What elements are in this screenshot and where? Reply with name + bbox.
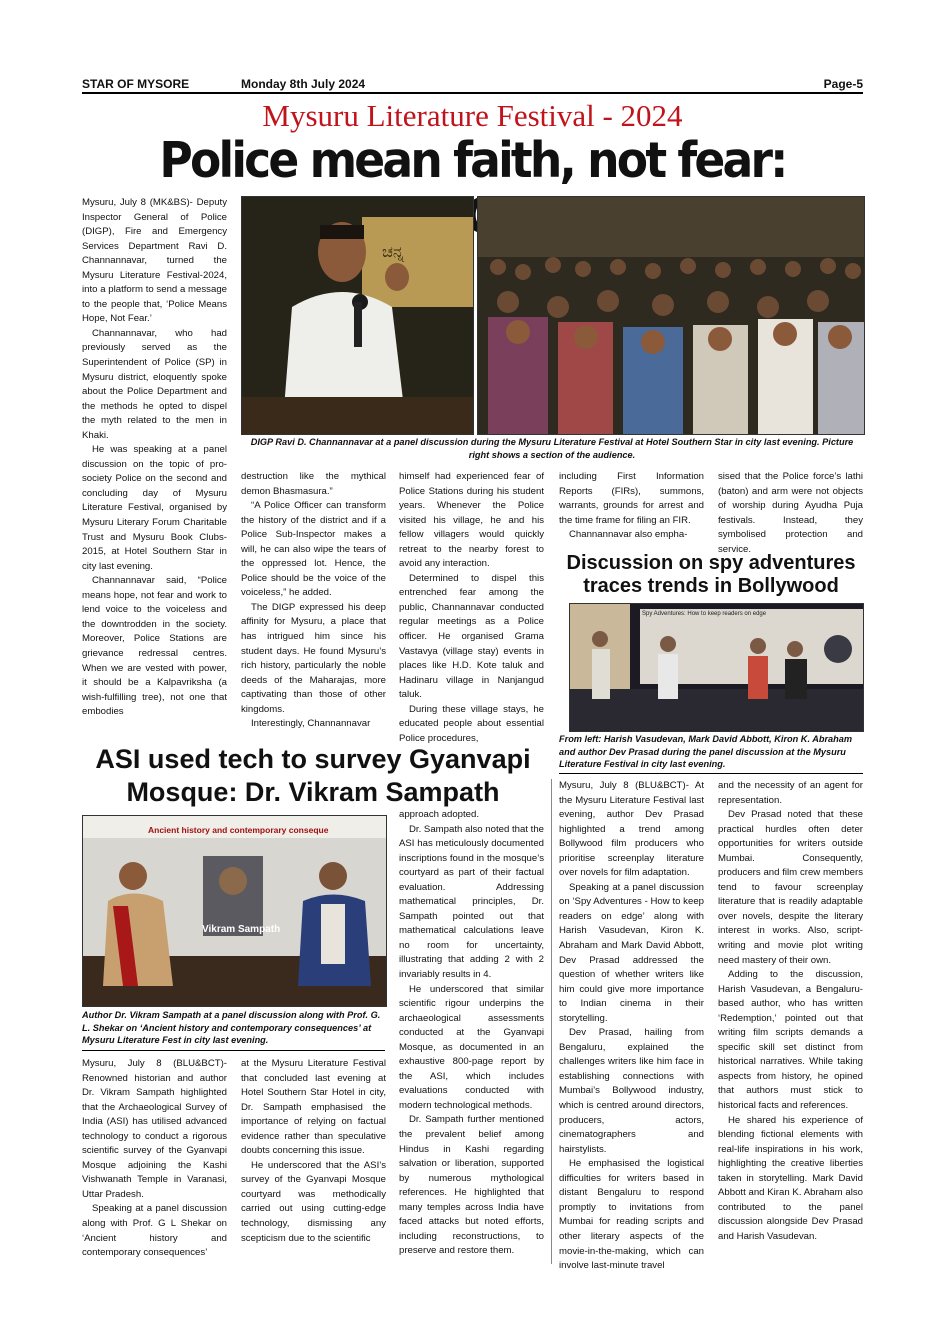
photo-vikram-sampath [82, 815, 387, 1007]
svg-text:ಚನ್ನ: ಚನ್ನ [382, 242, 404, 261]
paragraph: He underscored that the ASI’s survey of the Gyanvapi Mosque courtyard was methodically carried out using cutting-edge technology, dismissing any scepticism due to the scientific [241, 1159, 386, 1244]
paragraph: at the Mysuru Literature Festival that concluded last evening at Hotel Southern Star Hotel in city, Dr. Sampath emphasised the importance of relying on factual evidence rather than speculative doubts concerning this issue. [241, 1058, 386, 1157]
paragraph: Mysuru, July 8 (MK&BS)- Deputy Inspector General of Police (DIGP), Fire and Emergency Services Department Ravi D. Channannavar, turned the Mysuru Literature Festival-2024, into a platform to send a message to the people that, ‘Police Means Hope, Not Fear.’ [82, 197, 227, 325]
masthead-paper-name: STAR OF MYSORE [82, 77, 190, 91]
spy-panel-photo-illustration [570, 604, 863, 731]
paragraph: Determined to dispel this entrenched fear among the public, Channannavar conducted regular meetings as a Police officer. He organised Grama Vastavya (village stay) events in places like H.D. Kote taluk and Hadinaru village in Nanjangud taluk. [399, 572, 544, 701]
paragraph: destruction like the mythical demon Bhasmasura.” [241, 471, 386, 497]
masthead-date: Monday 8th July 2024 [241, 77, 366, 91]
asi-headline-line-2: Mosque: Dr. Vikram Sampath [126, 777, 500, 807]
paragraph: Channannavar also empha- [569, 529, 688, 541]
paragraph: Speaking at a panel discussion on ‘Spy Adventures - How to keep readers on edge’ along with Harish Vasudevan, Kiron K. Abraham and Mark David Abbott, Dev Prasad addressed the question of whether writers like him could give more importance to Indian cinema in their storytelling. [559, 881, 704, 1024]
main-story-column-2 [241, 470, 386, 730]
paragraph: Mysuru, July 8 (BLU&BCT)- At the Mysuru Literature Festival last evening, author Dev Prasad highlighted a trend among Bollywood film producers who prioritise screenplay literature over novels for film adaptation. [559, 780, 704, 879]
paragraph: Dr. Sampath also noted that the ASI has meticulously documented inscriptions found in the mosque’s courtyard as part of their factual evaluation. Addressing mathematical principles, Dr. Sampath pointed out that mathematical calculations leave no room for uncertainty, illustrating that adding 2 with 2 invariably results in 4. [399, 823, 544, 981]
asi-photo-illustration [83, 816, 386, 1006]
asi-story-column-2 [241, 1057, 386, 1262]
main-story-column-1 [82, 196, 227, 736]
section-title: Mysuru Literature Festival - 2024 [262, 98, 683, 133]
main-story-column-5 [718, 470, 863, 555]
paragraph: including First Information Reports (FIRs), summons, warrants, grounds for arrest and the time frame for filing an FIR. [559, 471, 704, 526]
paragraph: He shared his experience of blending fictional elements with real-life inspirations in his work, highlighting the creative liberties taken in storytelling. Mark David Abbott and Kiran K. Abraham also contributed to the panel discussion alongside Dev Prasad and Harish Vasudevan. [718, 1114, 863, 1242]
paragraph: Dr. Sampath further mentioned the prevalent belief among Hindus in Kashi regarding salvation or liberation, supported by numerous mythological references. He highlighted that many temples across India have faced attacks but noted efforts, including reconstructions, to preserve and restore them. [399, 1114, 544, 1257]
paragraph: and the necessity of an agent for representation. [718, 780, 863, 806]
paragraph: himself had experienced fear of Police Stations during his student years. Whenever the Police visited his village, he and his fellow villagers would quickly retreat to the nearby forest to avoid any interaction. [399, 471, 544, 570]
paragraph: The DIGP expressed his deep affinity for Mysuru, a place that has intrigued him since his student days. He found Mysuru’s rich history, particularly the noble deeds of the Maharajas, more captivating than those of other kingdoms. [241, 601, 386, 715]
paragraph: Adding to the discussion, Harish Vasudevan, a Bengaluru-based author, who has written ‘Redemption,’ pointed out that writing film scripts demands a specific skill set distinct from historical narratives. While taking aspects from history, he opined that authors must stick to historical facts and references. [718, 969, 863, 1112]
paragraph: Channannavar said, “Police means hope, not fear and work to lend voice to the voiceless and the downtrodden in the society. Moreover, Police Stations are grievance redressal centres. When we are vested with power, it should be a Kalpavriksha (a wish-fulfilling tree), not one that embodies [82, 575, 227, 718]
paragraph: Channannavar, who had previously served as the Superintendent of Police (SP) in Mysuru district, eloquently spoke about the Police Department and the methods he opted to dispel the myth related to the men in Khaki. [82, 327, 227, 441]
asi-story-column-1 [82, 1057, 227, 1262]
masthead-page-number: Page-5 [823, 77, 863, 91]
asi-story-column-3 [399, 808, 544, 1263]
spy-story-column-1 [559, 779, 704, 1272]
paragraph: “A Police Officer can transform the history of the district and if a Police Sub-Inspector makes a will, he can also wipe the tears of the oppressed lot. Hence, the Police should be the voice of the voiceless,” he added. [241, 500, 386, 599]
paragraph: Interestingly, Channannavar [251, 718, 371, 730]
asi-headline-line-1: ASI used tech to survey Gyanvapi [95, 744, 531, 774]
photo-audience [477, 196, 865, 435]
paragraph: He was speaking at a panel discussion on the topic of pro-society Police on the second and concluding day of Mysuru Literature Festival, organised by Mysuru Literary Forum Charitable Trust and Mysuru Book Clubs-2015, at Hotel Southern Star in city last evening. [82, 444, 227, 572]
audience-photo-illustration [478, 197, 864, 434]
main-story-column-4 [559, 470, 704, 550]
main-story-column-3 [399, 470, 544, 744]
asi-photo-screen-name: Vikram Sampath [202, 924, 281, 935]
main-headline: Police mean faith, not fear: [159, 132, 786, 189]
spy-photo-banner: Spy Adventures: How to keep readers on edge [642, 611, 767, 617]
paragraph: Dev Prasad noted that these practical hurdles often deter opportunities for writers outside Mumbai. Consequently, producers and film crew members tend to favour screenplay literature that is readily adaptable over novels, despite the literary interest in works. Also, script-writing and movie plot writing need mastery of their own. [718, 809, 863, 966]
asi-photo-banner: Ancient history and contemporary conseque [148, 825, 329, 835]
photo-spy-panel [569, 603, 864, 732]
paragraph: Mysuru, July 8 (BLU&BCT)- Renowned historian and author Dr. Vikram Sampath highlighted that the Archaeological Survey of India (ASI) has utilised advanced technology to conduct a rigorous scientific survey of the Gyanvapi Mosque adjoining the Kashi Vishwanath Temple in Varanasi, Uttar Pradesh. [82, 1058, 227, 1200]
spy-story-column-2 [718, 779, 863, 1264]
asi-photo-caption: Author Dr. Vikram Sampath at a panel discussion along with Prof. G. L. Shekar on ‘Ancient history and contemporary consequences’ at Mysuru Literature Fest in city last evening. [82, 1010, 381, 1045]
paragraph: approach adopted. [399, 809, 480, 820]
asi-caption-rule [82, 1050, 385, 1051]
spy-photo-caption: From left: Harish Vasudevan, Mark David Abbott, Kiron K. Abraham and author Dev Prasad during the panel discussion at the Mysuru Literature Festival in city last evening. [559, 734, 853, 769]
paragraph: During these village stays, he educated people about essential Police procedures, [399, 703, 544, 744]
paragraph: sised that the Police force’s lathi (baton) and arm were not objects of worship during Ayudha Puja festivals. Instead, they symbolised protection and service. [718, 471, 863, 555]
paragraph: Dev Prasad, hailing from Bengaluru, explained the challenges writers like him face in establishing connections with Mumbai’s Bollywood industry, which is centred around directors, producers, actors, cinematographers and hairstylists. [559, 1027, 704, 1155]
paragraph: He emphasised the logistical difficulties for writers based in distant Bengaluru to respond promptly to invitations from Mumbai for reading scripts and other literary aspects of the movie-in-the-making, which can involve last-minute travel [559, 1158, 704, 1272]
paragraph: Speaking at a panel discussion along with Prof. G L Shekar on ‘Ancient history and contemporary consequences’ [82, 1203, 227, 1259]
masthead-rule [82, 92, 863, 94]
photo-digp-speaking [241, 196, 474, 435]
column-separator [551, 779, 552, 1264]
main-photo-caption: DIGP Ravi D. Channannavar at a panel discussion during the Mysuru Literature Festival at Hotel Southern Star in city last evening. Picture right shows a section of the audience. [250, 437, 854, 460]
spy-caption-rule [559, 773, 863, 774]
paragraph: He underscored that similar scientific rigour underpins the archaeological assessments conducted at the Gyanvapi Mosque, as documented in an exhaustive 800-page report by the ASI, which includes evaluations conducted with modern technological methods. [399, 983, 544, 1111]
digp-photo-illustration [242, 197, 473, 434]
spy-headline: Discussion on spy adventures traces trends in Bollywood [566, 552, 856, 597]
